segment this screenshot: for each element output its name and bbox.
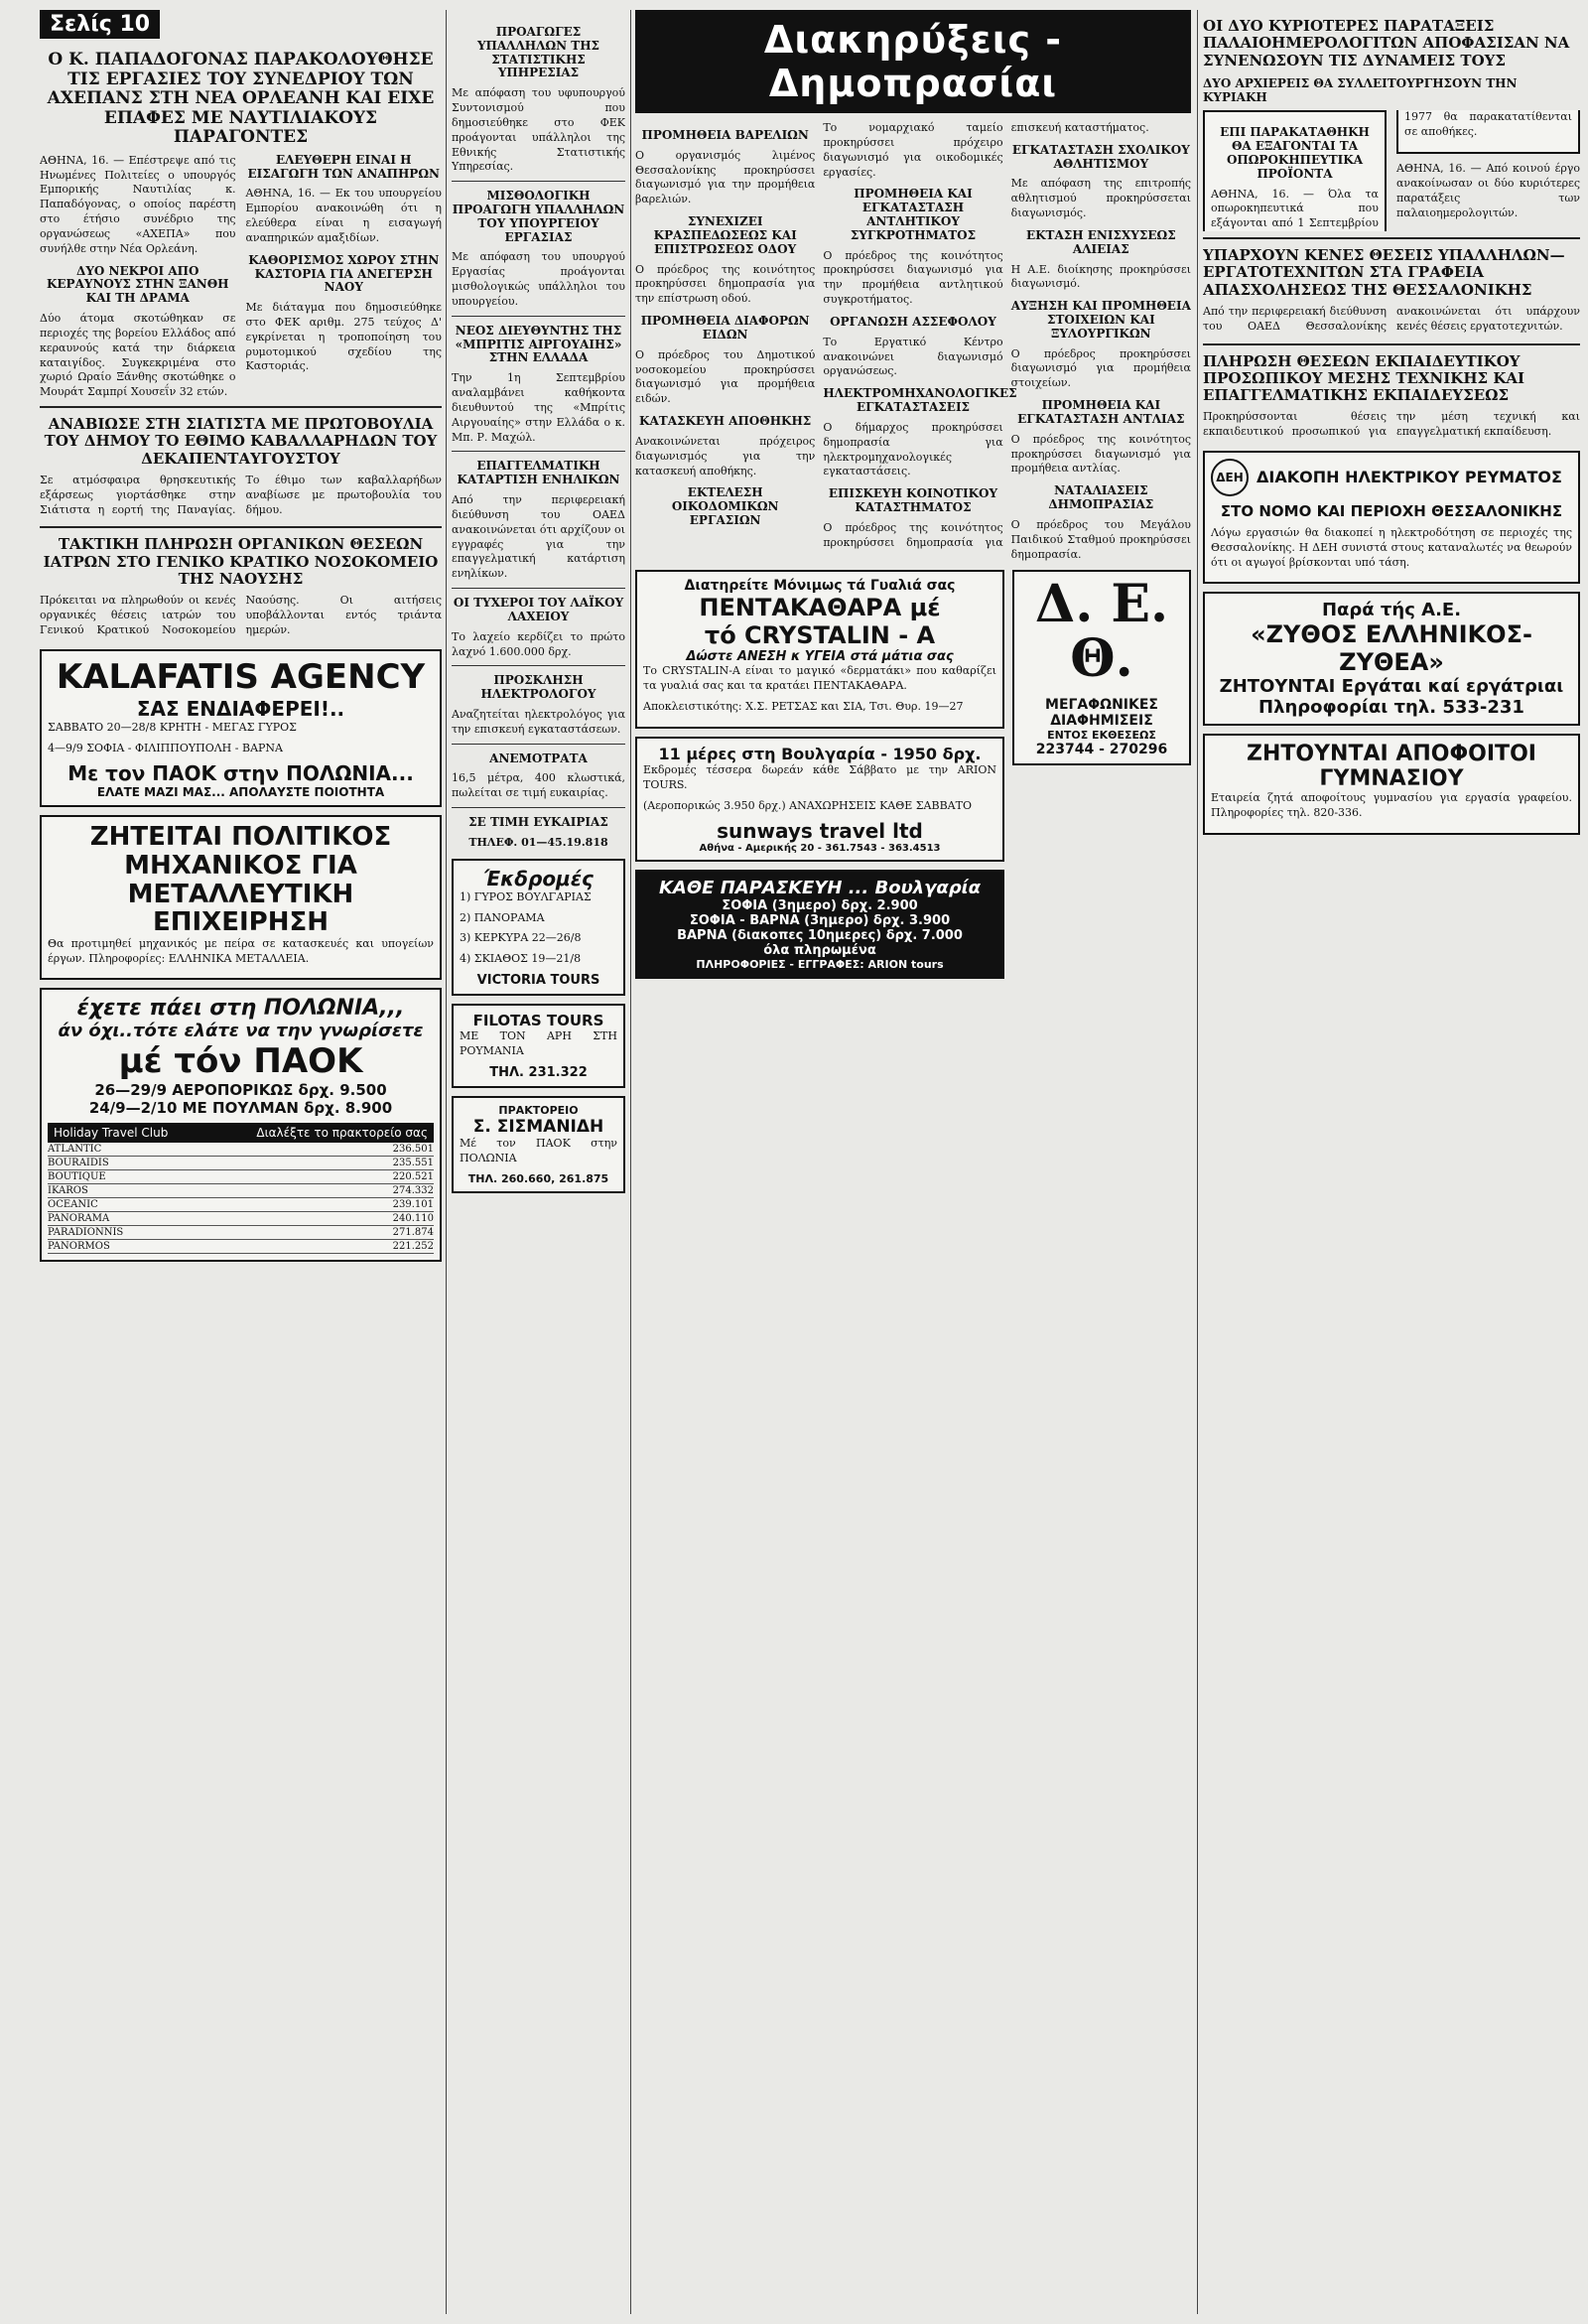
ad-polonia-line5: 24/9—2/10 ΜΕ ΠΟΥΛΜΑΝ δρχ. 8.900 [88, 1099, 393, 1118]
headline-misthologiki: ΜΙΣΘΟΛΟΓΙΚΗ ΠΡΟΑΓΩΓΗ ΥΠΑΛΛΗΛΩΝ ΤΟΥ ΥΠΟΥΡΓΕΙΟΥ ΕΡΓΑΣΙΑΣ [452, 189, 625, 244]
ad-ekdromes-item: 1) ΓΥΡΟΣ ΒΟΥΛΓΑΡΙΑΣ [460, 889, 592, 903]
ad-zythos-line3: ΖΗΤΟΥΝΤΑΙ Εργάται καί εργάτριαι [1219, 676, 1564, 698]
article-plirosi-text: Προκηρύσσονται θέσεις εκπαιδευτικού προσωπικού για την μέση τεχνική και επαγγελματική εκπαίδευση. [1203, 410, 1580, 439]
ad-kalafatis-line1: ΣΑΒΒΑΤΟ 20—28/8 ΚΡΗΤΗ - ΜΕΓΑΣ ΓΥΡΟΣ [48, 720, 297, 734]
agency-row: PARADIONNIS 271.874 [48, 1227, 434, 1239]
headline-kathorismos: ΚΑΘΟΡΙΣΜΟΣ ΧΩΡΟΥ ΣΤΗΝ ΚΑΣΤΟΡΙΑ ΓΙΑ ΑΝΕΓΕΡΣΗ ΝΑΟΥ [248, 252, 440, 295]
ad-deth-tel: 223744 - 270296 [1035, 741, 1168, 757]
ad-vulgaria [635, 870, 1004, 979]
article-timi-tel: ΤΗΛΕΦ. 01—45.19.818 [468, 835, 608, 849]
ad-mixanikos [40, 815, 442, 980]
ad-vulgaria-row: ΒΑΡΝΑ (διακοπες 10ημερες) δρχ. 7.000 [677, 928, 963, 944]
agency-row: IKAROS 274.332 [48, 1185, 434, 1197]
ad-ekdromes-title: Έκδρομές [483, 866, 594, 890]
headline-plirosi: ΠΛΗΡΩΣΗ ΘΕΣΕΩΝ ΕΚΠΑΙΔΕΥΤΙΚΟΥ ΠΡΟΣΩΠΙΚΟΥ ΜΕΣΗΣ ΤΕΧΝΙΚΗΣ ΚΑΙ ΕΠΑΓΓΕΛΜΑΤΙΚΗΣ ΕΚΠΑΙΔΕΥΣΕΩΣ [1203, 351, 1525, 404]
notice: ΝΑΤΑΛΙΑΣΕΙΣ ΔΗΜΟΠΡΑΣΙΑΣ Ο πρόεδρος του Μεγάλου Παιδικού Σταθμού προκηρύσσει δημοπρασία. [1010, 483, 1191, 561]
ad-deth-sub: ΜΕΓΑΦΩΝΙΚΕΣ ΔΙΑΦΗΜΙΣΕΙΣ [1045, 696, 1158, 729]
ad-holiday-title: Holiday Travel Club [54, 1126, 169, 1141]
ad-sismanidis-text: Μέ τον ΠΑΟΚ στην ΠΟΛΩΝΙΑ [460, 1136, 617, 1164]
agency-row: ATLANTIC 236.501 [48, 1144, 434, 1156]
ad-vulgaria-footer: ΠΛΗΡΟΦΟΡΙΕΣ - ΕΓΓΡΑΦΕΣ: ARION tours [696, 958, 944, 972]
headline-eleftheri: ΕΛΕΥΘΕΡΗ ΕΙΝΑΙ Η ΕΙΣΑΓΩΓΗ ΤΩΝ ΑΝΑΠΗΡΩΝ [247, 152, 440, 181]
ad-vulgaria-row: ΣΟΦΙΑ - ΒΑΡΝΑ (3ημερο) δρχ. 3.900 [689, 913, 951, 929]
ad-sismanidis-title: Σ. ΣΙΣΜΑΝΙΔΗ [472, 1116, 604, 1137]
ad-zythos-line1: Παρά τής Α.Ε. [1321, 600, 1462, 621]
notice: ΟΡΓΑΝΩΣΗ ΑΣΣΕΦΟΛΟΥ Το Εργατικό Κέντρο ανακοινώνει διαγωνισμό οργανώσεως. [823, 314, 1003, 378]
ad-kalafatis-end: ΕΛΑΤΕ ΜΑΖΙ ΜΑΣ... ΑΠΟΛΑΥΣΤΕ ΠΟΙΟΤΗΤΑ [96, 785, 385, 800]
ad-deth-sub2: ΕΝΤΟΣ ΕΚΘΕΣΕΩΣ [1047, 728, 1156, 742]
article-epangelmatiki-text: Από την περιφερειακή διεύθυνση του ΟΑΕΔ ανακοινώνεται ότι αρχίζουν οι εγγραφές για την επαγγελματική κατάρτιση ενηλίκων. [452, 493, 625, 581]
ad-deth-title: Δ. Ε. Θ. [1034, 574, 1169, 690]
ad-dei-sub: ΣΤΟ ΝΟΜΟ ΚΑΙ ΠΕΡΙΟΧΗ ΘΕΣΣΑΛΟΝΙΚΗΣ [1220, 501, 1563, 520]
ad-ekdromes-item: 2) ΠΑΝΟΡΑΜΑ [460, 910, 545, 924]
headline-tyxeroi: ΟΙ ΤΥΧΕΡΟΙ ΤΟΥ ΛΑΪΚΟΥ ΛΑΧΕΙΟΥ [453, 596, 624, 623]
article-kathorismos-text: Με διάταγμα που δημοσιεύθηκε στο ΦΕΚ αριθμ. 275 τεύχος Δ' εγκρίνεται η τροποποίηση του ρυμοτομικού σχεδίου της Καστοριάς. [245, 301, 442, 373]
ad-vulgaria-row: όλα πληρωμένα [763, 943, 876, 959]
notice: ΣΥΝΕΧΙΖΕΙ ΚΡΑΣΠΕΔΩΣΕΩΣ ΚΑΙ ΕΠΙΣΤΡΩΣΕΩΣ ΟΔΟΥ Ο πρόεδρος της κοινότητος προκηρύσσει δημοπρασία για την επίστρωση οδού. [635, 214, 816, 306]
ad-crystalin-line3: τό CRYSTALIN - A [704, 621, 936, 650]
notice: ΕΚΤΕΛΕΣΗ ΟΙΚΟΔΟΜΙΚΩΝ ΕΡΓΑΣΙΩΝ Το νομαρχιακό ταμείο προκηρύσσει πρόχειρο διαγωνισμό για οικοδομικές εργασίες. [671, 121, 1003, 527]
notice: ΑΥΞΗΣΗ ΚΑΙ ΠΡΟΜΗΘΕΙΑ ΣΤΟΙΧΕΙΩΝ ΚΑΙ ΞΥΛΟΥΡΓΙΚΩΝ Ο πρόεδρος προκηρύσσει διαγωνισμό για προμήθεια στοιχείων. [1010, 299, 1191, 390]
headline-dyo-nekroi: ΔΥΟ ΝΕΚΡΟΙ ΑΠΟ ΚΕΡΑΥΝΟΥΣ ΣΤΗΝ ΞΑΝΘΗ ΚΑΙ ΤΗ ΔΡΑΜΑ [46, 263, 229, 306]
ad-kalafatis-line2: 4—9/9 ΣΟΦΙΑ - ΦΙΛΙΠΠΟΥΠΟΛΗ - ΒΑΡΝΑ [48, 741, 283, 754]
article-proiontes-text: ΑΘΗΝΑ, 16. — Όλα τα οπωροκηπευτικά που εξάγονται από 1 Σεπτεμβρίου 1977 θα παρακατατίθενται σε αποθήκες. [1211, 110, 1572, 230]
ad-kalafatis-sub: ΣΑΣ ΕΝΔΙΑΦΕΡΕΙ!.. [136, 696, 345, 721]
article-palaioimerologites-text: ΑΘΗΝΑ, 16. — Από κοινού έργο ανακοίνωσαν οι δύο κυριότερες παρατάξεις των παλαιοημερολογιτών. [1396, 162, 1580, 219]
ad-sunways-title: sunways travel ltd [717, 819, 923, 844]
ad-deth [1012, 570, 1191, 764]
column-2 [452, 10, 625, 2314]
notice: ΕΠΙΣΚΕΥΗ ΚΟΙΝΟΤΙΚΟΥ ΚΑΤΑΣΤΗΜΑΤΟΣ Ο πρόεδρος της κοινότητος προκηρύσσει δημοπρασία για επισκευή καταστήματος. [823, 121, 1149, 549]
ad-vulgaria-row: ΣΟΦΙΑ (3ημερο) δρχ. 2.900 [722, 898, 918, 914]
article-dyo-nekroi-text: Δύο άτομα σκοτώθηκαν σε περιοχές της βορείου Ελλάδος από κεραυνούς κατά την διάρκεια καταιγίδος. Συγκεκριμένα στο χωριό Ωραίο Ξάνθης σκοτώθηκε ο Μουράτ Σαμπρί Χουσεΐν 32 ετών. [40, 312, 236, 399]
headline-palaioimerologites: ΟΙ ΔΥΟ ΚΥΡΙΟΤΕΡΕΣ ΠΑΡΑΤΑΞΕΙΣ ΠΑΛΑΙΟΗΜΕΡΟΛΟΓΙΤΩΝ ΑΠΟΦΑΣΙΣΑΝ ΝΑ ΣΥΝΕΝΩΣΟΥΝ ΤΙΣ ΔΥΝΑΜΕΙΣ ΤΟΥΣ [1203, 17, 1570, 69]
headline-taktiki: ΤΑΚΤΙΚΗ ΠΛΗΡΩΣΗ ΟΡΓΑΝΙΚΩΝ ΘΕΣΕΩΝ ΙΑΤΡΩΝ ΣΤΟ ΓΕΝΙΚΟ ΚΡΑΤΙΚΟ ΝΟΣΟΚΟΜΕΙΟ ΤΗΣ ΝΑΟΥΣΗΣ [43, 535, 439, 588]
headline-papadogonas: Ο Κ. ΠΑΠΑΔΟΓΟΝΑΣ ΠΑΡΑΚΟΛΟΥΘΗΣΕ ΤΙΣ ΕΡΓΑΣΙΕΣ ΤΟΥ ΣΥΝΕΔΡΙΟΥ ΤΩΝ ΑΧΕΠΑΝΣ ΣΤΗ ΝΕΑ ΟΡΛΕΑΝΗ ΚΑΙ ΕΙΧΕ ΕΠΑΦΕΣ ΜΕ ΝΑΥΤΙΛΙΑΚΟΥΣ ΠΑΡΑΓΟΝΤΕΣ [47, 50, 435, 148]
ad-dei-title: ΔΙΑΚΟΠΗ ΗΛΕΚΤΡΙΚΟΥ ΡΕΥΜΑΤΟΣ [1257, 468, 1562, 487]
ad-crystalin [635, 570, 1004, 729]
agency-row: PANORMOS 221.252 [48, 1241, 434, 1253]
ad-kalafatis [40, 649, 442, 808]
ad-mixanikos-text: Θα προτιμηθεί μηχανικός με πείρα σε κατασκευές και υπογείων έργων. Πληροφορίες: ΕΛΛΗΝΙΚΑ ΜΕΤΑΛΛΕΙΑ. [48, 936, 434, 965]
column-rule [630, 10, 631, 2314]
page-label: Σελίς 10 [40, 10, 160, 39]
ad-zythos-line4: Πληροφορίαι τηλ. 533-231 [1258, 697, 1524, 719]
agency-row: BOURAIDIS 235.551 [48, 1158, 434, 1169]
ad-bulgaria-footer: (Αεροπορικώς 3.950 δρχ.) ΑΝΑΧΩΡΗΣΕΙΣ ΚΑΘΕ ΣΑΒΒΑΤΟ [643, 798, 972, 812]
headline-palaioimerologites-sub: ΔΥΟ ΑΡΧΙΕΡΕΙΣ ΘΑ ΣΥΛΛΕΙΤΟΥΡΓΗΣΟΥΝ ΤΗΝ ΚΥΡΙΑΚΗ [1203, 75, 1518, 104]
ad-filotas-tel: ΤΗΛ. 231.322 [489, 1064, 588, 1080]
ad-apofoitoi-title: ΖΗΤΟΥΝΤΑΙ ΑΠΟΦΟΙΤΟΙ ΓΥΜΝΑΣΙΟΥ [1247, 742, 1536, 792]
headline-proagogi: ΠΡΟΑΓΩΓΕΣ ΥΠΑΛΛΗΛΩΝ ΤΗΣ ΣΤΑΤΙΣΤΙΚΗΣ ΥΠΗΡΕΣΙΑΣ [476, 25, 600, 80]
ad-ekdromes-item: 3) ΚΕΡΚΥΡΑ 22—26/8 [460, 931, 582, 945]
article-misthologiki-text: Με απόφαση του υπουργού Εργασίας προάγονται μισθολογικώς υπάλληλοι του υπουργείου. [452, 250, 625, 308]
ad-crystalin-line2: ΠΕΝΤΑΚΑΘΑΡΑ μέ [699, 594, 941, 622]
ad-polonia-line4: 26—29/9 ΑΕΡΟΠΟΡΙΚΩΣ δρχ. 9.500 [94, 1081, 387, 1100]
ad-polonia-line3: μέ τόν ΠΑΟΚ [118, 1041, 363, 1082]
dei-logo: ΔΕΗ [1211, 459, 1249, 496]
ad-polonia-line1: έχετε πάει στη ΠΟΛΩΝΙΑ,,, [76, 996, 405, 1022]
ad-filotas-title: FILOTAS TOURS [472, 1012, 604, 1030]
headline-kenes: ΥΠΑΡΧΟΥΝ ΚΕΝΕΣ ΘΕΣΕΙΣ ΥΠΑΛΛΗΛΩΝ—ΕΡΓΑΤΟΤΕΧΝΙΤΩΝ ΣΤΑ ΓΡΑΦΕΙΑ ΑΠΑΣΧΟΛΗΣΕΩΣ ΤΗΣ ΘΕΣΣΑΛΟΝΙΚΗΣ [1203, 246, 1565, 299]
ad-sismanidis-praktoreio: ΠΡΑΚΤΟΡΕΙΟ [498, 1103, 579, 1117]
agency-row: BOUTIQUE 220.521 [48, 1171, 434, 1183]
article-kenes-text: Από την περιφερειακή διεύθυνση του ΟΑΕΔ Θεσσαλονίκης ανακοινώνεται ότι υπάρχουν κενές θέσεις εργατοτεχνιτών. [1203, 304, 1580, 333]
ad-dei-text: Λόγω εργασιών θα διακοπεί η ηλεκτροδότηση σε περιοχές της Θεσσαλονίκης. Η ΔΕΗ συνιστά στους καταναλωτές να θεωρούν ότι οι αγωγοί βρίσκονται υπό τάση. [1211, 525, 1572, 569]
ad-ekdromes-footer: VICTORIA TOURS [476, 973, 600, 989]
ad-bulgaria [635, 737, 1004, 863]
notice: ΠΡΟΜΗΘΕΙΑ ΚΑΙ ΕΓΚΑΤΑΣΤΑΣΗ ΑΝΤΛΗΤΙΚΟΥ ΣΥΓΚΡΟΤΗΜΑΤΟΣ Ο πρόεδρος της κοινότητος προκηρύσσει διαγωνισμό για την προμήθεια αντλητικού συγκροτήματος. [823, 187, 1003, 307]
ad-apofoitoi-text: Εταιρεία ζητά αποφοίτους γυμνασίου για εργασία γραφείου. Πληροφορίες τηλ. 820-336. [1211, 791, 1572, 820]
ad-crystalin-line4: Δώστε ΑΝΕΣΗ κ ΥΓΕΙΑ στά μάτια σας [686, 649, 954, 665]
column-rule [446, 10, 447, 2314]
agency-row: OCEANIC 239.101 [48, 1199, 434, 1211]
ad-dei [1203, 451, 1580, 585]
ad-kalafatis-paok: Με τον ΠΑΟΚ στην ΠΟΛΩΝΙΑ... [67, 761, 414, 786]
ad-zythos-line2: «ΖΥΘΟΣ ΕΛΛΗΝΙΚΟΣ-ΖΥΘΕΑ» [1251, 620, 1532, 677]
article-proagogi-text: Με απόφαση του υφυπουργού Συντονισμού που δημοσιεύθηκε στο ΦΕΚ προάγονται υπάλληλοι της Εθνικής Στατιστικής Υπηρεσίας. [452, 86, 625, 174]
notice: ΗΛΕΚΤΡΟΜΗΧΑΝΟΛΟΓΙΚΕΣ ΕΓΚΑΤΑΣΤΑΣΕΙΣ Ο δήμαρχος προκηρύσσει δημοπρασία για ηλεκτρομηχανολογικές εγκαταστάσεις. [823, 386, 1017, 478]
notice: ΠΡΟΜΗΘΕΙΑ ΔΙΑΦΟΡΩΝ ΕΙΔΩΝ Ο πρόεδρος του Δημοτικού νοσοκομείου προκηρύσσει διαγωνισμό για προμήθεια ειδών. [635, 314, 816, 406]
ad-bulgaria-title: 11 μέρες στη Βουλγαρία - 1950 δρχ. [658, 744, 982, 763]
notice: ΠΡΟΜΗΘΕΙΑ ΚΑΙ ΕΓΚΑΤΑΣΤΑΣΗ ΑΝΤΛΙΑΣ Ο πρόεδρος της κοινότητος προκηρύσσει διαγωνισμό για προμήθεια αντλίας. [1010, 398, 1191, 476]
ad-sismanidis [452, 1096, 625, 1193]
ad-ekdromes [452, 859, 625, 996]
column-3 [635, 10, 1191, 2314]
notice: ΚΑΤΑΣΚΕΥΗ ΑΠΟΘΗΚΗΣ Ανακοινώνεται πρόχειρος διαγωνισμός για την κατασκευή αποθήκης. [635, 414, 816, 478]
agency-row: PANORAMA 240.110 [48, 1213, 434, 1225]
ad-polonia-line2: άν όχι..τότε ελάτε να την γνωρίσετε [58, 1021, 424, 1042]
headline-proiontes: ΕΠΙ ΠΑΡΑΚΑΤΑΘΗΚΗ ΘΑ ΕΞΑΓΟΝΤΑΙ ΤΑ ΟΠΩΡΟΚΗΠΕΥΤΙΚΑ ΠΡΟΪΟΝΤΑ [1220, 125, 1370, 181]
notice: ΕΚΤΑΣΗ ΕΝΙΣΧΥΣΕΩΣ ΑΛΙΕΙΑΣ Η Α.Ε. διοίκησης προκηρύσσει διαγωνισμό. [1010, 227, 1191, 291]
ad-vulgaria-title: ΚΑΘΕ ΠΑΡΑΣΚΕΥΗ ... Βουλγαρία [658, 878, 982, 899]
ad-sunways-addr: Αθήνα - Αμερικής 20 - 361.7543 - 363.4513 [699, 843, 941, 855]
ad-filotas [452, 1004, 625, 1088]
article-papadogonas-text: ΑΘΗΝΑ, 16. — Επέστρεψε από τις Ηνωμένες Πολιτείες ο υπουργός Εμπορικής Ναυτιλίας κ. Παπαδόγονας, ο οποίος παρέστη στο έτήσιο συνέδριο της οργανώσεως «ΑΧΕΠΑ» που συνήλθε στην Νέα Ορλεάνη. [40, 153, 236, 255]
ad-filotas-text: ΜΕ ΤΟΝ ΑΡΗ ΣΤΗ ΡΟΥΜΑΝΙΑ [460, 1029, 617, 1057]
banner-diakirixeis: Διακηρύξεις - Δημοπρασίαι [635, 10, 1191, 113]
ad-kalafatis-title: KALAFATIS AGENCY [56, 656, 426, 697]
headline-prosklisi: ΠΡΟΣΚΛΗΣΗ ΗΛΕΚΤΡΟΛΟΓΟΥ [480, 673, 596, 702]
article-anaviose-text: Σε ατμόσφαιρα θρησκευτικής εξάρσεως γιορτάσθηκε στην Σιάτιστα η εορτή της Παναγίας. Το έθιμο των καβαλλαρήδων αναβίωσε με πρωτοβουλία του δήμου. [40, 473, 442, 516]
ad-polonia [40, 988, 442, 1262]
article-eleftheri-text: ΑΘΗΝΑ, 16. — Εκ του υπουργείου Εμπορίου ανακοινώθη ότι η ελεύθερα είναι η εισαγωγή αναπηρικών αμαξιδίων. [245, 187, 442, 244]
notice: ΠΡΟΜΗΘΕΙΑ ΒΑΡΕΛΙΩΝ Ο οργανισμός λιμένος Θεσσαλονίκης προκηρύσσει διαγωνισμό για την προμήθεια βαρελιών. [635, 128, 816, 206]
ad-crystalin-line1: Διατηρείτε Μόνιμως τά Γυαλιά σας [684, 578, 956, 595]
article-neos-text: Την 1η Σεπτεμβρίου αναλαμβάνει καθήκοντα διευθυντού της «Μπρίτις Αιργουαίης» στην Ελλάδα ο κ. Μπ. Ρ. Μαχώλ. [452, 371, 625, 444]
ad-crystalin-footer: Αποκλειστικότης: Χ.Σ. ΡΕΤΣΑΣ και ΣΙΑ, Τσι. Θυρ. 19—27 [643, 700, 964, 714]
headline-neos: ΝΕΟΣ ΔΙΕΥΘΥΝΤΗΣ ΤΗΣ «ΜΠΡΙΤΙΣ ΑΙΡΓΟΥΑΙΗΣ» ΣΤΗΝ ΕΛΛΑΔΑ [455, 323, 622, 365]
ad-bulgaria-text: Εκδρομές τέσσερα δωρεάν κάθε Σάββατο με την ARION TOURS. [643, 762, 996, 791]
ad-holiday-sub: Διαλέξτε το πρακτορείο σας [256, 1126, 428, 1141]
article-tyxeroi-text: Το λαχείο κερδίζει το πρώτο λαχνό 1.600.000 δρχ. [452, 629, 625, 658]
ad-crystalin-text: Το CRYSTALIN-A είναι το μαγικό «δερματάκι» που καθαρίζει τα γυαλιά σας και τα κρατάει ΠΕΝΤΑΚΑΘΑΡΑ. [643, 664, 996, 693]
ad-apofoitoi [1203, 734, 1580, 835]
ad-sismanidis-tel: ΤΗΛ. 260.660, 261.875 [467, 1171, 609, 1185]
column-1 [40, 10, 442, 2314]
notices-list [635, 121, 1191, 562]
column-4 [1203, 10, 1580, 2314]
ad-ekdromes-item: 4) ΣΚΙΑΘΟΣ 19—21/8 [460, 952, 582, 966]
notice: ΕΓΚΑΤΑΣΤΑΣΗ ΣΧΟΛΙΚΟΥ ΑΘΛΗΤΙΣΜΟΥ Με απόφαση της επιτροπής αθλητισμού προκηρύσσεται διαγωνισμός. [1010, 142, 1191, 220]
ad-mixanikos-title: ΖΗΤΕΙΤΑΙ ΠΟΛΙΤΙΚΟΣ ΜΗΧΑΝΙΚΟΣ ΓΙΑ ΜΕΤΑΛΛΕΥΤΙΚΗ ΕΠΙΧΕΙΡΗΣΗ [89, 822, 392, 938]
headline-anaviose: ΑΝΑΒΙΩΣΕ ΣΤΗ ΣΙΑΤΙΣΤΑ ΜΕ ΠΡΩΤΟΒΟΥΛΙΑ ΤΟΥ ΔΗΜΟΥ ΤΟ ΕΘΙΜΟ ΚΑΒΑΛΛΑΡΗΔΩΝ ΤΟΥ ΔΕΚΑΠΕΝΤΑΥΓΟΥΣΤΟΥ [44, 415, 438, 468]
article-anemotrata-text: 16,5 μέτρα, 400 κλωστικά, πωλείται σε τιμή ευκαιρίας. [452, 771, 625, 800]
headline-epangelmatiki: ΕΠΑΓΓΕΛΜΑΤΙΚΗ ΚΑΤΑΡΤΙΣΗ ΕΝΗΛΙΚΩΝ [457, 459, 620, 487]
article-prosklisi-text: Αναζητείται ηλεκτρολόγος για την επισκευή εγκαταστάσεων. [452, 707, 625, 736]
article-taktiki-text: Πρόκειται να πληρωθούν οι κενές οργανικές θέσεις ιατρών του Γενικού Κρατικού Νοσοκομείου Ναούσης. Οι αιτήσεις υποβάλλονται εντός τριάντα ημερών. [40, 594, 442, 636]
agency-list [48, 1143, 434, 1254]
headline-anemotrata: ΑΝΕΜΟΤΡΑΤΑ [489, 751, 588, 765]
ad-zythos [1203, 592, 1580, 726]
column-rule [1197, 10, 1198, 2314]
headline-timi: ΣΕ ΤΙΜΗ ΕΥΚΑΙΡΙΑΣ [468, 815, 608, 830]
